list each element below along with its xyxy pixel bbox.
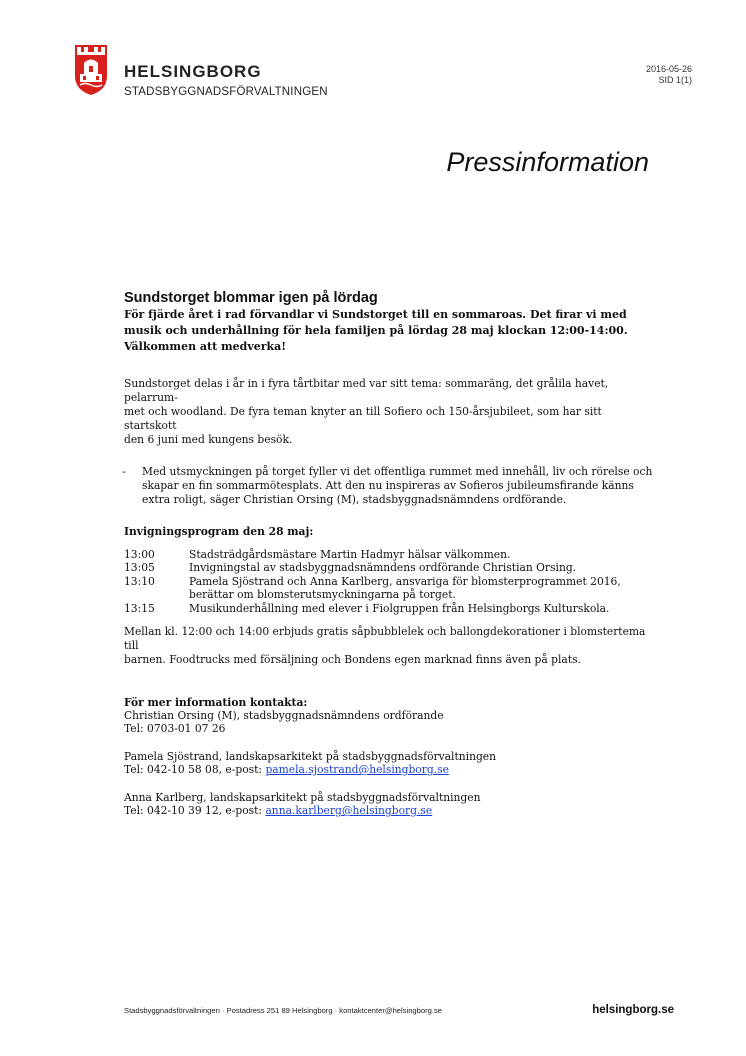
paragraph-themes: [124, 377, 654, 447]
contact-heading: För mer information kontakta:: [124, 696, 308, 710]
email-link-pamela[interactable]: pamela.sjostrand@helsingborg.se: [265, 763, 449, 777]
paragraph-line: den 6 juni med kungens besök.: [124, 433, 293, 446]
program-row: [124, 575, 654, 602]
contact-line: Tel: 0703-01 07 26: [124, 722, 226, 736]
program-row: [124, 602, 654, 615]
helsingborg-crest-icon: [74, 44, 108, 96]
quote-text: Med utsmyckningen på torget fyller vi det offentliga rummet med innehåll, liv och rörelse och skapar en fin sommarmötesplats. Att den nu inspireras av Sofieros jubileumsfirande känns extra roligt, säger Christian Orsing (M), stadsbyggnadsnämndens ordförande.: [142, 465, 653, 506]
paragraph-line: Mellan kl. 12:00 och 14:00 erbjuds gratis såpbubblelek och ballongdekorationer i blomstertema till: [124, 625, 646, 653]
headline: Sundstorget blommar igen på lördag: [124, 290, 378, 306]
footer-address: Stadsbyggnadsförvaltningen · Postadress 251 89 Helsingborg · kontaktcenter@helsingborg.se: [124, 1006, 442, 1015]
paragraph-line: barnen. Foodtrucks med försäljning och Bondens egen marknad finns även på plats.: [124, 653, 581, 667]
contact-line: [124, 804, 654, 817]
document-type-title: Pressinformation: [446, 147, 649, 177]
org-name: HELSINGBORG: [124, 62, 262, 81]
program-time: 13:05: [124, 561, 155, 575]
org-department: STADSBYGGNADSFÖRVALTNINGEN: [124, 86, 328, 98]
contact-line: Christian Orsing (M), stadsbyggnadsnämndens ordförande: [124, 709, 444, 723]
program-row: [124, 561, 654, 574]
program-list: [124, 548, 654, 615]
program-description: Stadsträdgårdsmästare Martin Hadmyr hälsar välkommen.: [189, 548, 511, 561]
paragraph-line: Sundstorget delas i år in i fyra tårtbitar med var sitt tema: sommaräng, det grålila havet, pelarrum-: [124, 377, 609, 404]
program-time: 13:00: [124, 548, 155, 561]
paragraph-activities: [124, 625, 654, 667]
press-release-body: [124, 289, 654, 817]
program-description: Pamela Sjöstrand och Anna Karlberg, ansvariga för blomsterprogrammet 2016, berättar om blomsterutsmyckningarna på torget.: [189, 574, 621, 602]
paragraph-line: met och woodland. De fyra teman knyter an till Sofiero och 150-årsjubileet, som har sitt startskott: [124, 405, 602, 432]
program-time: 13:10: [124, 574, 155, 588]
page-number: SID 1(1): [658, 75, 692, 85]
quote-dash: -: [122, 465, 126, 478]
quote-block: [124, 465, 654, 507]
contact-line: Anna Karlberg, landskapsarkitekt på stadsbyggnadsförvaltningen: [124, 791, 481, 805]
contact-line: Pamela Sjöstrand, landskapsarkitekt på stadsbyggnadsförvaltningen: [124, 750, 497, 764]
program-heading: Invigningsprogram den 28 maj:: [124, 525, 314, 538]
email-link-anna[interactable]: anna.karlberg@helsingborg.se: [265, 804, 433, 818]
program-time: 13:15: [124, 601, 155, 615]
ingress: För fjärde året i rad förvandlar vi Sundstorget till en sommaroas. Det firar vi med musik och underhållning för hela familjen på lördag 28 maj klockan 12:00-14:00. Välkommen att medverka!: [124, 308, 628, 353]
contact-line: [124, 763, 654, 776]
contact-tel: Tel: 042-10 58 08, e-post:: [124, 763, 266, 777]
program-description: Invigningstal av stadsbyggnadsnämndens ordförande Christian Orsing.: [189, 561, 577, 575]
document-date: 2016-05-26: [645, 64, 692, 74]
footer-website: helsingborg.se: [592, 1004, 674, 1016]
program-row: [124, 548, 654, 561]
contact-tel: Tel: 042-10 39 12, e-post:: [124, 804, 266, 818]
program-description: Musikunderhållning med elever i Fiolgruppen från Helsingborgs Kulturskola.: [189, 601, 610, 615]
